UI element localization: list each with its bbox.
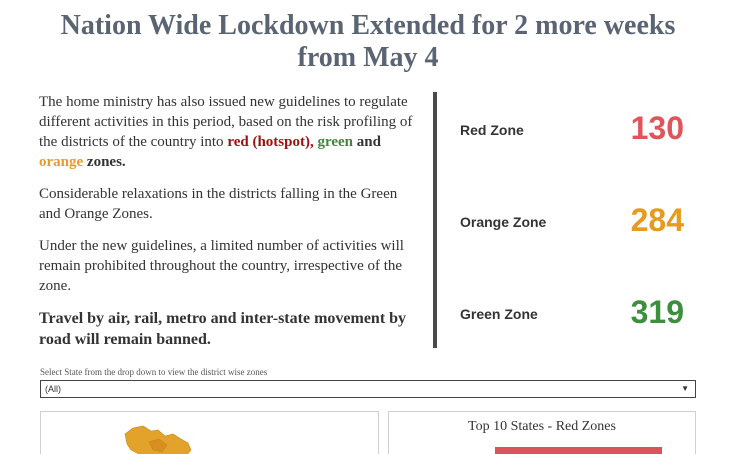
green-zone-count: 319 [630,294,684,330]
green-label: green [317,134,353,150]
state-dropdown-value: (All) [45,384,61,394]
district-map-panel[interactable] [40,411,379,454]
state-dropdown[interactable] [40,380,696,398]
state-filter-label: Select State from the drop down to view the district wise zones [40,367,268,377]
dropdown-arrow-icon[interactable]: ▼ [681,384,689,393]
india-map[interactable] [41,412,379,454]
chart-title: Top 10 States - Red Zones [468,419,616,434]
red-zone-count: 130 [630,110,684,146]
orange-label: orange [39,154,84,170]
guidelines-paragraph [39,92,419,172]
prohibited-paragraph: Under the new guidelines, a limited number of activities will remain prohibited throughout the country, irrespective of the zone. [39,238,404,294]
chart-bar-top-state[interactable] [495,447,662,454]
page-title: Nation Wide Lockdown Extended for 2 more weeks from May 4 [60,10,676,73]
green-zone-label: Green Zone [460,306,538,322]
zones-text: zones. [83,154,126,170]
description-text [39,92,419,362]
green-zone-stat [460,294,690,338]
and-text: and [353,134,381,150]
orange-zone-stat [460,202,690,246]
orange-zone-count: 284 [630,202,684,238]
red-zone-stat [460,110,690,154]
travel-ban-paragraph: Travel by air, rail, metro and inter-state movement by road will remain banned. [39,310,407,348]
orange-zone-label: Orange Zone [460,214,547,230]
red-zone-label: Red Zone [460,122,524,138]
guidelines-text: The home ministry has also issued new guidelines to regulate different activities in this period, based on the risk profiling of the districts of the country into [39,94,413,150]
red-hotspot-label: red (hotspot), [227,134,314,150]
vertical-divider [433,92,437,348]
top-states-chart-panel [388,411,696,454]
relaxations-paragraph: Considerable relaxations in the districts falling in the Green and Orange Zones. [39,186,398,222]
